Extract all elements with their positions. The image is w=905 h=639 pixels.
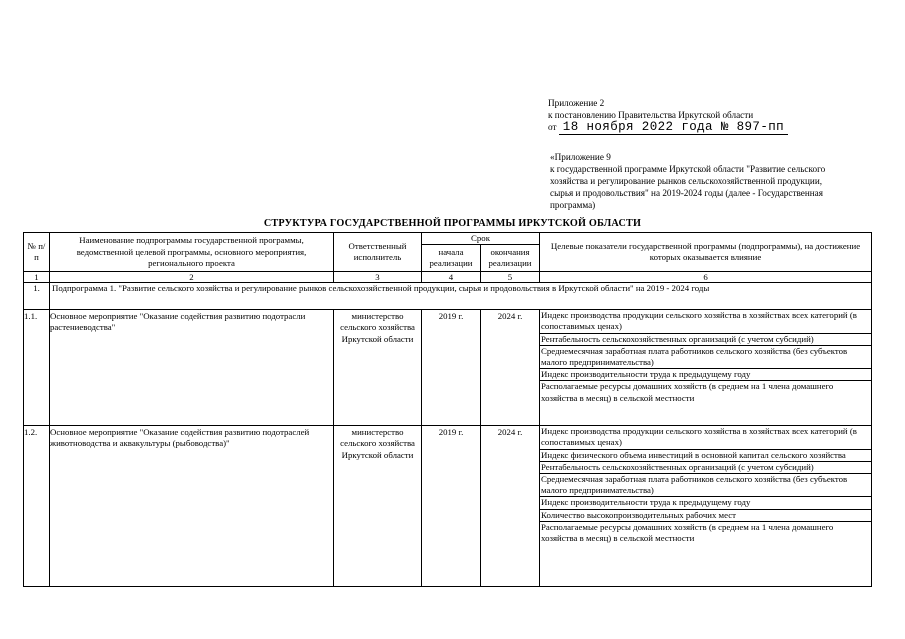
- structure-table: [23, 232, 872, 587]
- header-name: Наименование подпрограммы государственной программы, ведомственной целевой программы, основного мероприятия, регионального проекта: [50, 233, 334, 272]
- header-num: № п/п: [24, 233, 50, 272]
- indicator-item: Индекс производства продукции сельского хозяйства в хозяйствах всех категорий (в сопоставимых ценах): [540, 426, 871, 449]
- column-numbers-row: [24, 272, 872, 283]
- indicator-item: Располагаемые ресурсы домашних хозяйств (в среднем на 1 члена домашнего хозяйства в месяц) в сельской местности: [541, 521, 834, 544]
- start-year: 2019 г.: [422, 426, 481, 587]
- column-number: 5: [481, 272, 540, 283]
- header-row: [24, 233, 872, 245]
- activity-name: Основное мероприятие "Оказание содействия развитию подотраслей животноводства и аквакультуры (рыбоводства)": [50, 426, 334, 587]
- indicator-item: Среднемесячная заработная плата работников сельского хозяйства (без субъектов малого предпринимательства): [540, 474, 871, 497]
- column-number: 1: [24, 272, 50, 283]
- end-year: 2024 г.: [481, 310, 540, 426]
- column-number: 3: [334, 272, 422, 283]
- quote-line: сырья и продовольствия" на 2019-2024 годы (далее - Государственная: [550, 188, 823, 198]
- subprogram-row: [24, 283, 872, 310]
- date-prefix: от: [548, 122, 557, 132]
- row-number: 1.2.: [24, 426, 50, 587]
- row-number: 1.1.: [24, 310, 50, 426]
- indicator-list: [540, 310, 872, 426]
- table-row: [24, 426, 872, 587]
- header-executor: Ответственный исполнитель: [334, 233, 422, 272]
- date-number: 18 ноября 2022 года № 897-пп: [559, 120, 788, 135]
- activity-name: Основное мероприятие "Оказание содействия развитию подотрасли растениеводства": [50, 310, 334, 426]
- quote-line: программа): [550, 200, 596, 210]
- executor-name: министерство сельского хозяйства Иркутской области: [334, 310, 422, 426]
- subprogram-title: Подпрограмма 1. "Развитие сельского хозяйства и регулирование рынков сельскохозяйственной продукции, сырья и продовольствия в Иркутской области" на 2019 - 2024 годы: [50, 283, 872, 310]
- header-indicators: Целевые показатели государственной программы (подпрограммы), на достижение которых оказывается влияние: [540, 233, 872, 272]
- quote-line: к государственной программе Иркутской области "Развитие сельского: [550, 164, 826, 174]
- end-year: 2024 г.: [481, 426, 540, 587]
- column-number: 2: [50, 272, 334, 283]
- column-number: 4: [422, 272, 481, 283]
- indicator-item: Количество высокопроизводительных рабочих мест: [540, 510, 871, 522]
- header-term: Срок: [422, 233, 540, 245]
- column-number: 6: [540, 272, 872, 283]
- header-end: окончания реализации: [481, 245, 540, 272]
- indicator-item: Рентабельность сельскохозяйственных организаций (с учетом субсидий): [540, 462, 871, 474]
- indicator-item: Индекс производительности труда к предыдущему году: [540, 369, 871, 381]
- indicator-item: Индекс производительности труда к предыдущему году: [540, 497, 871, 509]
- indicator-item: Индекс физического объема инвестиций в основной капитал сельского хозяйства: [540, 450, 871, 462]
- quote-annex-label: «Приложение 9: [550, 152, 611, 162]
- row-number: 1.: [24, 283, 50, 310]
- document-title: СТРУКТУРА ГОСУДАРСТВЕННОЙ ПРОГРАММЫ ИРКУТСКОЙ ОБЛАСТИ: [263, 218, 642, 229]
- quote-line: хозяйства и регулирование рынков сельскохозяйственной продукции,: [550, 176, 823, 186]
- indicator-item: Располагаемые ресурсы домашних хозяйств (в среднем на 1 члена домашнего хозяйства в месяц) в сельской местности: [541, 381, 834, 403]
- indicator-list: [540, 426, 872, 587]
- table-row: [24, 310, 872, 426]
- indicator-item: Среднемесячная заработная плата работников сельского хозяйства (без субъектов малого предпринимательства): [540, 346, 871, 369]
- start-year: 2019 г.: [422, 310, 481, 426]
- date-line: [548, 121, 788, 133]
- indicator-item: Индекс производства продукции сельского хозяйства в хозяйствах всех категорий (в сопоставимых ценах): [540, 310, 871, 333]
- header-start: начала реализации: [422, 245, 481, 272]
- indicator-item: Рентабельность сельскохозяйственных организаций (с учетом субсидий): [540, 334, 871, 346]
- executor-name: министерство сельского хозяйства Иркутской области: [334, 426, 422, 587]
- resolution-label: к постановлению Правительства Иркутской области: [548, 110, 754, 120]
- annex-label: Приложение 2: [548, 98, 605, 108]
